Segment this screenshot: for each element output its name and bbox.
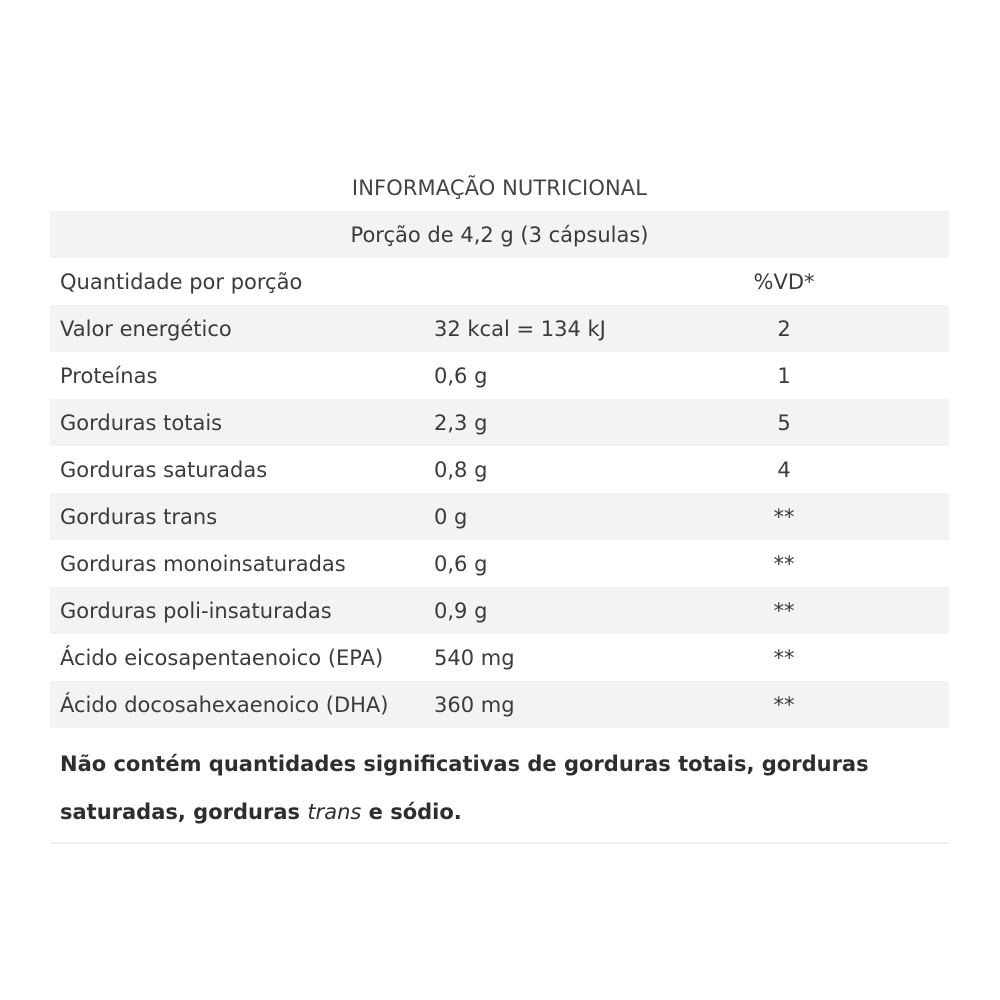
vd-header: %VD* — [753, 269, 815, 294]
nutrient-amount: 540 mg — [434, 645, 515, 670]
table-row — [50, 540, 949, 587]
header-row — [50, 258, 949, 305]
nutrient-name: Ácido docosahexaenoico (DHA) — [60, 692, 389, 717]
table-title: INFORMAÇÃO NUTRICIONAL — [351, 176, 648, 200]
quantity-header: Quantidade por porção — [60, 269, 303, 294]
table-row — [50, 399, 949, 446]
nutrient-amount: 2,3 g — [434, 410, 488, 435]
serving-size-row — [50, 211, 949, 258]
nutrient-vd: 5 — [777, 410, 791, 435]
serving-size-text: Porção de 4,2 g (3 cápsulas) — [350, 222, 649, 247]
footnote-italic-text: trans — [307, 800, 362, 824]
nutrient-name: Gorduras totais — [60, 410, 223, 435]
nutrition-facts-table — [50, 165, 949, 844]
footnote-text: Não contém quantidades significativas de gorduras totais, gorduras saturadas, gorduras — [60, 752, 869, 824]
table-row — [50, 493, 949, 540]
table-row — [50, 305, 949, 352]
nutrient-vd: ** — [773, 692, 795, 717]
nutrient-name: Gorduras trans — [60, 504, 218, 529]
nutrient-amount: 360 mg — [434, 692, 515, 717]
table-row — [50, 352, 949, 399]
nutrient-amount: 0 g — [434, 504, 468, 529]
nutrient-name: Ácido eicosapentaenoico (EPA) — [60, 645, 384, 670]
nutrient-vd: 2 — [777, 316, 791, 341]
nutrient-vd: ** — [773, 504, 795, 529]
nutrient-amount: 0,6 g — [434, 551, 488, 576]
nutrient-vd: 1 — [777, 363, 791, 388]
nutrient-amount: 0,9 g — [434, 598, 488, 623]
table-row — [50, 634, 949, 681]
nutrient-amount: 0,6 g — [434, 363, 488, 388]
table-row — [50, 681, 949, 728]
nutrient-name: Proteínas — [60, 363, 158, 388]
nutrient-amount: 32 kcal = 134 kJ — [434, 316, 606, 341]
nutrient-name: Valor energético — [60, 316, 232, 341]
nutrient-vd: ** — [773, 645, 795, 670]
nutrient-vd: ** — [773, 551, 795, 576]
table-row — [50, 446, 949, 493]
nutrient-name: Gorduras poli-insaturadas — [60, 598, 332, 623]
nutrient-vd: 4 — [777, 457, 791, 482]
footnote-text-end: e sódio. — [361, 800, 462, 824]
nutrient-amount: 0,8 g — [434, 457, 488, 482]
table-row — [50, 587, 949, 634]
nutrient-vd: ** — [773, 598, 795, 623]
nutrient-name: Gorduras monoinsaturadas — [60, 551, 346, 576]
footnote — [50, 728, 949, 844]
nutrient-name: Gorduras saturadas — [60, 457, 268, 482]
